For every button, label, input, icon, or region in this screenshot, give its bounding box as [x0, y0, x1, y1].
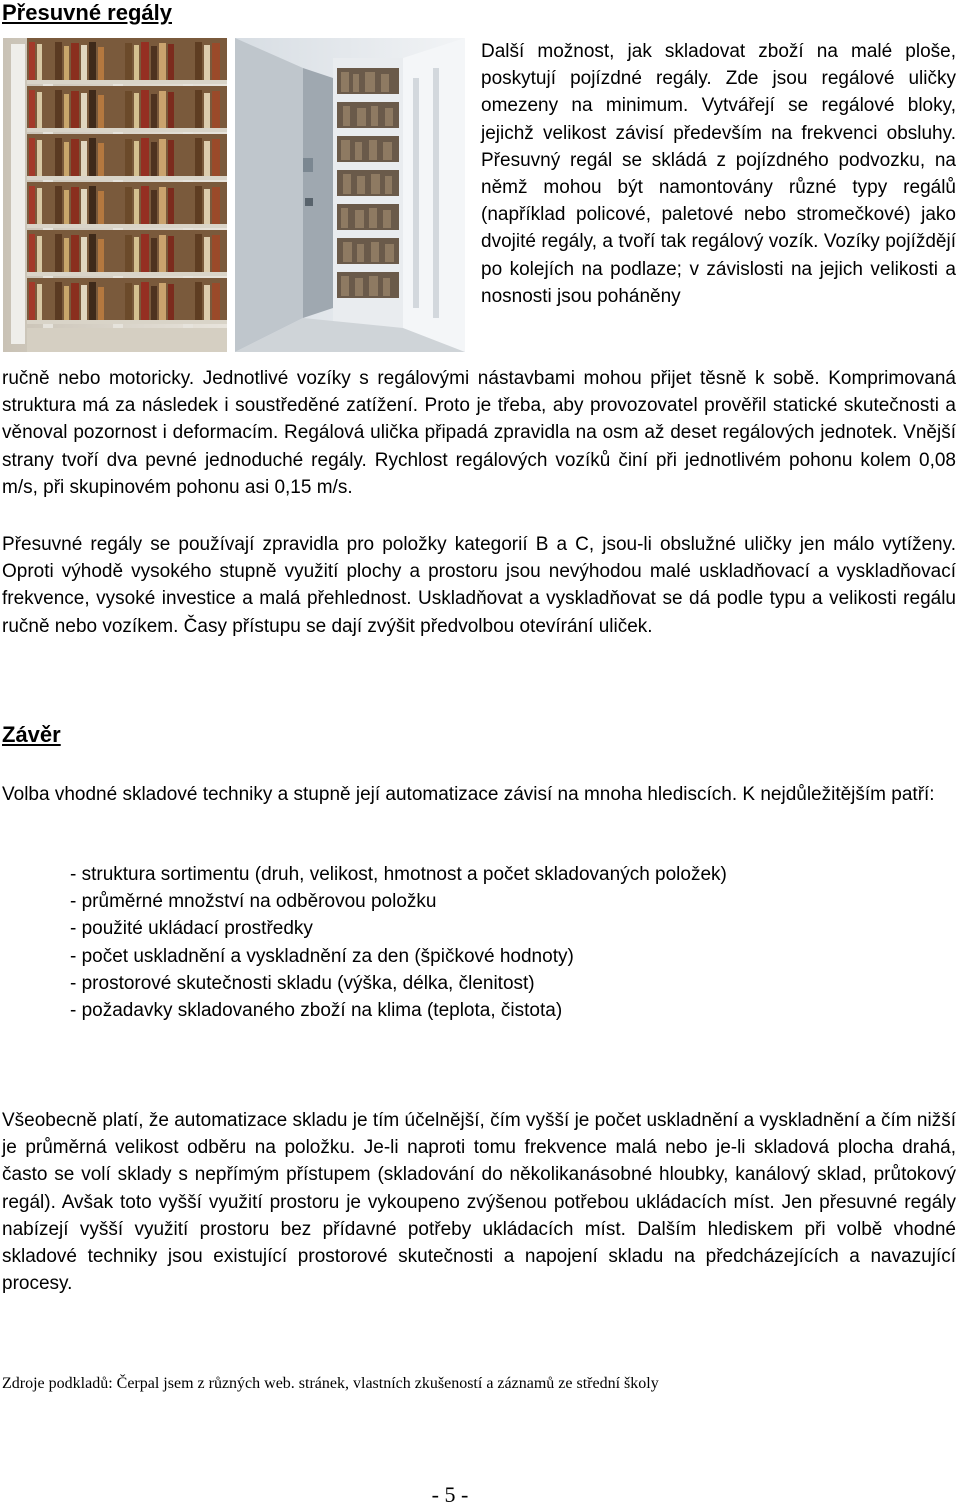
- source-note: Zdroje podkladů: Čerpal jsem z různých web. stránek, vlastních zkušeností a záznamů ze střední školy: [2, 1375, 659, 1392]
- list-item: - požadavky skladovaného zboží na klima (teplota, čistota): [70, 1000, 563, 1022]
- factor-list: [70, 861, 950, 1024]
- page-number: - 5 -: [431, 1482, 469, 1507]
- intro-paragraph-continued: ručně nebo motoricky. Jednotlivé vozíky s regálovými nástavbami mohou přijet těsně k sobě. Komprimovaná struktura má za následek i soustředěné zatížení. Proto je třeba, aby provozovatel prověřil statické skutečnosti a věnoval pozornost i deformacím. Regálová ulička připadá zpravidla na osm až deset regálových jednotek. Vnější strany tvoří dva pevné jednoduché regály. Rychlost regálových vozíků činí při jednotlivém pohonu kolem 0,08 m/s, při skupinovém pohonu asi 0,15 m/s.: [2, 368, 956, 498]
- list-item: - prostorové skutečnosti skladu (výška, délka, členitost): [70, 972, 535, 994]
- mobile-shelving-photos: [3, 38, 465, 352]
- list-item: - počet uskladnění a vyskladnění za den (špičkové hodnoty): [70, 945, 574, 967]
- intro-paragraph-right: Další možnost, jak skladovat zboží na malé ploše, poskytují pojízdné regály. Zde jsou regálové uličky omezeny na minimum. Vytvářejí se regálové bloky, jejichž velikost závisí především na frekvenci obsluhy. Přesuvný regál se skládá z pojízdného podvozku, na němž mohou být namontovány různé typy regálů (například policové, paletové nebo stromečkové) jako dvojité regály, a tvoří tak regálový vozík. Vozíky pojíždějí po kolejích na podlaze; v závislosti na jejich velikosti a nosnosti jsou poháněny: [481, 41, 956, 307]
- final-paragraph: Všeobecně platí, že automatizace skladu je tím účelnější, čím vyšší je počet uskladnění a vyskladnění a čím nižší je průměrná velikost odběru na položku. Je-li naproti tomu frekvence malá nebo je-li skladová plocha drahá, často se volí sklady s nepřímým přístupem (skladování do několikanásobné hloubky, kanálový sklad, průtokový regál). Avšak toto vyšší využití prostoru je vykoupeno zvýšenou potřebou ukládacích míst. Jen přesuvné regály nabízejí vyšší využití prostoru bez přídavné potřeby ukládacích míst. Dalším hlediskem při volbě vhodné skladové techniky jsou existující prostorové skutečnosti a napojení skladu na předcházejících a navazující procesy.: [2, 1110, 956, 1295]
- list-item: - použité ukládací prostředky: [70, 918, 313, 940]
- list-item: - struktura sortimentu (druh, velikost, hmotnost a počet skladovaných položek): [70, 864, 727, 885]
- library-shelves-photo: [3, 38, 227, 352]
- conclusion-intro: Volba vhodné skladové techniky a stupně její automatizace závisí na mnoha hlediscích. K nejdůležitějším patří:: [2, 784, 935, 805]
- section-title: Přesuvné regály: [2, 0, 172, 25]
- mobile-shelving-aisle-photo: [235, 38, 465, 352]
- mobile-racks-usage-paragraph: Přesuvné regály se používají zpravidla pro položky kategorií B a C, jsou-li obslužné uličky jen málo vytíženy. Oproti výhodě vysokého stupně využití plochy a prostoru jsou nevýhodou malé uskladňovací a vyskladňovací frekvence, vysoké investice a malá přehlednost. Uskladňovat a vyskladňovat se dá podle typu a velikosti regálu ručně nebo vozíkem. Časy přístupu se dají zvýšit předvolbou otevírání uliček.: [2, 534, 956, 637]
- conclusion-title: Závěr: [2, 722, 61, 747]
- list-item: - průměrné množství na odběrovou položku: [70, 891, 437, 913]
